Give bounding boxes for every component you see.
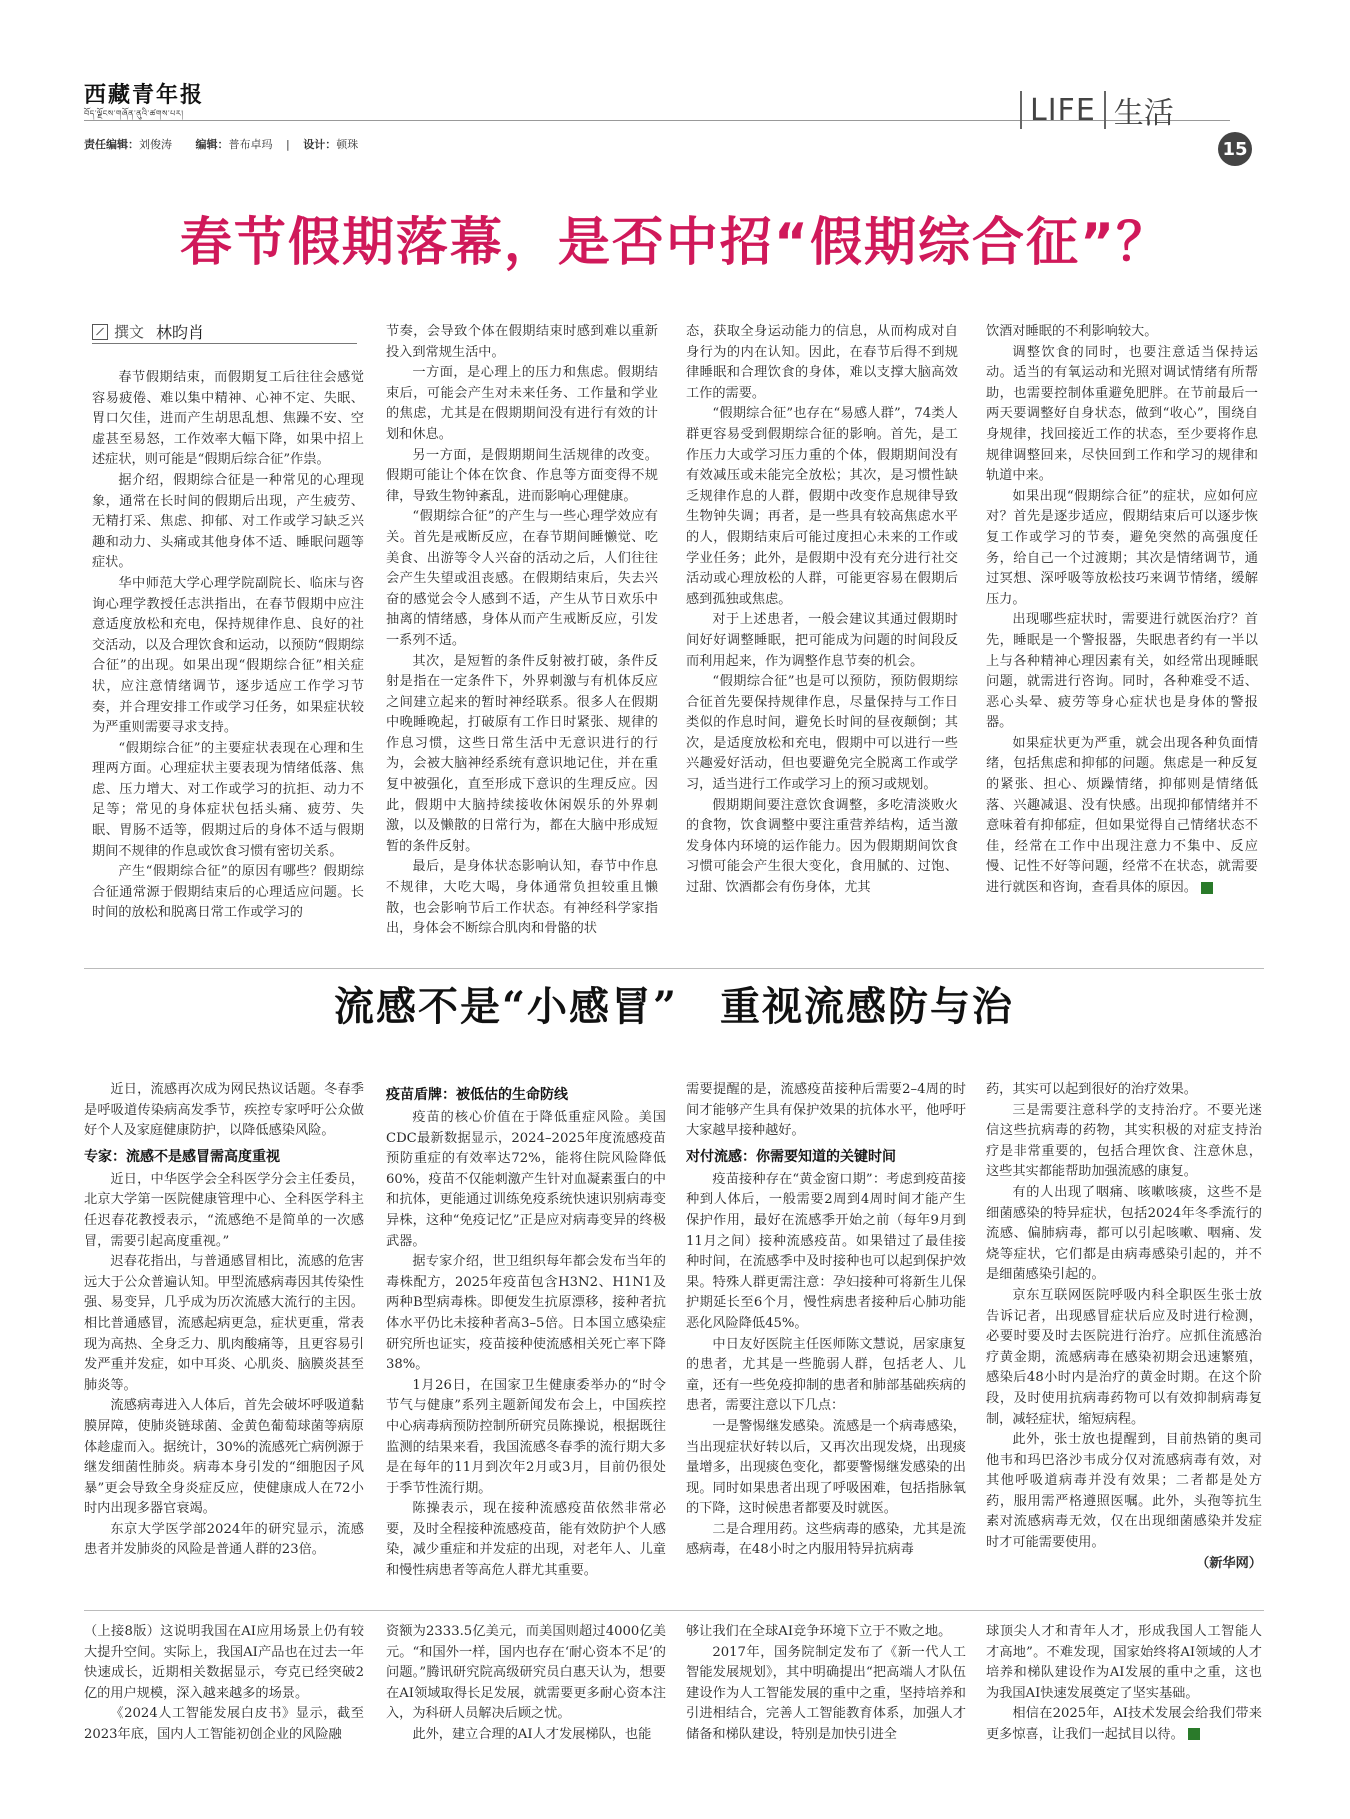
byline-rule xyxy=(92,343,357,344)
section-divider xyxy=(84,968,1264,969)
byline-label: 撰文 xyxy=(114,323,145,341)
paragraph: 需要提醒的是，流感疫苗接种后需要2–4周的时间才能够产生具有保护效果的抗体水平，他呼吁大家越早接种越好。 xyxy=(686,1082,966,1139)
paragraph: 疫苗接种存在“黄金窗口期”：考虑到疫苗接种到人体后，一般需要2周到4周时间才能产生保护作用，最好在流感季开始之前（每年9月到11月之间）接种流感疫苗。如果错过了最佳接种时间，在流感季中及时接种也可以起到保护效果。特殊人群更需注意：孕妇接种可将新生儿保护期延长至6个月，慢性病患者接种后心肺功能恶化风险降低45%。 xyxy=(686,1171,966,1331)
paragraph: 最后，是身体状态影响认知，春节中作息不规律，大吃大喝，身体通常负担较重且懒散，也会影响节后工作状态。有神经科学家指出，身体会不断综合肌肉和骨骼的状 xyxy=(386,859,658,937)
paragraph: 球顶尖人才和青年人才，形成我国人工智能人才高地”。不难发现，国家始终将AI领域的人才培养和梯队建设作为AI发展的重中之重，这也为我国AI快速发展奠定了坚实基础。 xyxy=(986,1624,1262,1701)
article2-title: 流感不是“小感冒” 重视流感防与治 xyxy=(333,983,1014,1030)
paragraph: 三是需要注意科学的支持治疗。不要光迷信这些抗病毒的药物，其实积极的对症支持治疗是非常重要的，包括合理饮食、注意休息，这些其实都能帮助加强流感的康复。 xyxy=(986,1102,1262,1180)
paragraph: 假期期间要注意饮食调整，多吃清淡败火的食物，饮食调整中要注重营养结构，适当激发身体内环境的运作能力。因为假期期间饮食习惯可能会产生很大变化，食用腻的、过饱、过甜、饮酒都会有伤身体，尤其 xyxy=(686,797,958,896)
article1-column-2 xyxy=(386,322,658,958)
section-bar-left xyxy=(1020,91,1022,129)
article2-column-3 xyxy=(686,1080,966,1600)
paragraph: 陈操表示，现在接种流感疫苗依然非常必要，及时全程接种流感疫苗，能有效防护个人感染，减少重症和并发症的出现，对老年人、儿童和慢性病患者等高危人群尤其重要。 xyxy=(386,1501,666,1579)
paragraph: 另一方面，是假期期间生活规律的改变。假期可能让个体在饮食、作息等方面变得不规律，导致生物钟紊乱，进而影响心理健康。 xyxy=(386,447,658,504)
paragraph: 一方面，是心理上的压力和焦虑。假期结束后，可能会产生对未来任务、工作量和学业的焦虑，尤其是在假期期间没有进行有效的计划和休息。 xyxy=(386,365,658,442)
paragraph: “假期综合征”的主要症状表现在心理和生理两方面。心理症状主要表现为情绪低落、焦虑、压力增大、对工作或学习的抗拒、动力不足等；常见的身体症状包括头痛、疲劳、失眠、胃肠不适等，假期过后的身体不适与假期期间不规律的作息或饮食习惯有密切关系。 xyxy=(92,740,364,859)
paragraph: 据专家介绍，世卫组织每年都会发布当年的毒株配方，2025年疫苗包含H3N2、H1N1及两种B型病毒株。即便发生抗原漂移，接种者抗体水平仍比未接种者高3–5倍。日本国立感染症研究所也证实，疫苗接种使流感相关死亡率下降38%。 xyxy=(386,1254,666,1373)
paragraph: 二是合理用药。这些病毒的感染，尤其是流感病毒，在48小时之内服用特异抗病毒 xyxy=(686,1521,966,1558)
section-divider-2 xyxy=(84,1610,1264,1611)
paragraph: 一是警惕继发感染。流感是一个病毒感染，当出现症状好转以后，又再次出现发烧，出现痰量增多，出现痰色变化，都要警惕继发感染的出现。同时如果患者出现了呼吸困难，包括指脉氧的下降，这时候患者都要及时就医。 xyxy=(686,1418,966,1517)
article3-column-2 xyxy=(386,1622,666,1802)
article3-column-3 xyxy=(686,1622,966,1802)
paragraph: 春节假期结束，而假期复工后往往会感觉容易疲倦、难以集中精神、心神不定、失眠、胃口欠佳，进而产生胡思乱想、焦躁不安、空虚甚至易怒，工作效率大幅下降，如果中招上述症状，则可能是“假期后综合征”作祟。 xyxy=(92,370,364,468)
paragraph: 《2024人工智能发展白皮书》显示，截至2023年底，国内人工智能初创企业的风险融 xyxy=(84,1706,364,1742)
page-number: 15 xyxy=(1218,132,1252,166)
article2-column-4 xyxy=(986,1080,1262,1600)
article1-byline xyxy=(92,320,204,343)
paragraph: 相信在2025年，AI技术发展会给我们带来更多惊喜，让我们一起拭目以待。 xyxy=(986,1706,1262,1742)
paragraph: 够让我们在全球AI竞争环境下立于不败之地。 xyxy=(686,1624,952,1639)
paragraph: 流感病毒进入人体后，首先会破坏呼吸道黏膜屏障，使肺炎链球菌、金黄色葡萄球菌等病原体趁虚而入。据统计，30%的流感死亡病例源于继发细菌性肺炎。病毒本身引发的“细胞因子风暴”更会导致全身炎症反应，使健康成人在72小时内出现多器官衰竭。 xyxy=(84,1398,364,1517)
credits-separator: | xyxy=(286,138,290,151)
source-credit: （新华网） xyxy=(1196,1555,1262,1571)
paragraph: 此外，建立合理的AI人才发展梯队，也能 xyxy=(412,1726,652,1742)
editor-name: 刘俊涛 xyxy=(139,138,172,151)
section-header xyxy=(1012,90,1174,130)
paragraph: 疫苗的核心价值在于降低重症风险。美国CDC最新数据显示，2024–2025年度流感疫苗预防重症的有效率达72%，能将住院风险降低60%，疫苗不仅能刺激产生针对血凝素蛋白的中和抗体，更能通过训练免疫系统快速识别病毒变异株，这种“免疫记忆”正是应对病毒变异的终极武器。 xyxy=(386,1110,666,1249)
design-name: 顿珠 xyxy=(336,138,359,151)
paragraph: 有的人出现了咽痛、咳嗽咳痰，这些不是细菌感染的特异症状，包括2024年冬季流行的流感、偏肺病毒，都可以引起咳嗽、咽痛、发烧等症状，它们都是由病毒感染引起的，并不是细菌感染引起的。 xyxy=(986,1184,1262,1283)
subheading: 疫苗盾牌：被低估的生命防线 xyxy=(386,1087,568,1103)
section-cn: 生活 xyxy=(1113,96,1174,131)
end-mark-icon xyxy=(1201,882,1213,894)
paragraph: 1月26日，在国家卫生健康委举办的“时令节气与健康”系列主题新闻发布会上，中国疾控中心病毒病预防控制所研究员陈操说，根据既往监测的结果来看，我国流感冬春季的流行期大多是在每年的11月到次年2月或3月，目前仍很处于季节性流行期。 xyxy=(386,1377,666,1496)
end-mark-icon xyxy=(1188,1728,1200,1740)
paragraph: 此外，张士放也提醒到，目前热销的奥司他韦和玛巴洛沙韦成分仅对流感病毒有效，对其他呼吸道病毒并没有效果；二者都是处方药，服用需严格遵照医嘱。此外，头孢等抗生素对流感病毒无效，仅在出现细菌感染并发症时才可能需要使用。 xyxy=(986,1432,1262,1551)
paragraph: 2017年，国务院制定发布了《新一代人工智能发展规划》，其中明确提出“把高端人才队伍建设作为人工智能发展的重中之重，坚持培养和引进相结合，完善人工智能教育体系，加强人才储备和梯队建设，特别是加快引进全 xyxy=(686,1644,966,1742)
paragraph: 药，其实可以起到很好的治疗效果。 xyxy=(986,1082,1197,1097)
section-bar-mid xyxy=(1104,91,1106,129)
credits-line xyxy=(84,136,358,152)
paragraph: 东京大学医学部2024年的研究显示，流感患者并发肺炎的风险是普通人群的23倍。 xyxy=(84,1521,364,1558)
article3-column-4 xyxy=(986,1622,1262,1802)
masthead-name: 西藏青年报 xyxy=(84,82,205,108)
paragraph: 华中师范大学心理学院副院长、临床与咨询心理学教授任志洪指出，在春节假期中应注意适度放松和充电，保持规律作息、良好的社交活动，以及合理饮食和运动，以预防“假期综合征”的出现。如果出现“假期综合征”相关症状，应注意情绪调节，逐步适应工作学习节奏，并合理安排工作或学习任务，如果症状较为严重则需要寻求支持。 xyxy=(92,575,364,736)
paragraph: 如果症状更为严重，就会出现各种负面情绪，包括焦虑和抑郁的问题。焦虑是一种反复的紧张、担心、烦躁情绪，抑郁则是情绪低落、兴趣减退、没有快感。出现抑郁情绪并不意味着有抑郁症，但如果觉得自己情绪状态不佳，经常在工作中出现注意力不集中、反应慢、记性不好等问题，经常不在状态，就需要进行就医和咨询，查看具体的原因。 xyxy=(986,735,1258,896)
article1-column-3 xyxy=(686,322,958,958)
pen-icon xyxy=(92,324,108,340)
editor2-label: 编辑： xyxy=(195,138,229,151)
article2-column-1 xyxy=(84,1080,364,1600)
subheading: 对付流感：你需要知道的关键时间 xyxy=(686,1148,896,1165)
article2-column-2 xyxy=(386,1080,666,1600)
paragraph: 态，获取全身运动能力的信息，从而构成对自身行为的内在认知。因此，在春节后得不到规律睡眠和合理饮食的身体，难以支撑大脑高效工作的需要。 xyxy=(686,324,958,401)
paragraph: 据介绍，假期综合征是一种常见的心理现象，通常在长时间的假期后出现，产生疲劳、无精打采、焦虑、抑郁、对工作或学习缺乏兴趣和动力、头痛或其他身体不适、睡眠问题等症状。 xyxy=(92,472,364,571)
design-label: 设计： xyxy=(303,138,337,151)
paragraph: 其次，是短暂的条件反射被打破，条件反射是指在一定条件下，外界刺激与有机体反应之间建立起来的暂时神经联系。很多人在假期中晚睡晚起，打破原有工作日时紧张、规律的作息习惯，这些日常生活中无意识进行的行为，会被大脑神经系统有意识地记住，并在重复中被强化，直至形成下意识的生理反应。因此，假期中大脑持续接收休闲娱乐的外界刺激，以及懒散的日常行为，都在大脑中形成短暂的条件反射。 xyxy=(386,653,658,854)
paragraph: 饮酒对睡眠的不利影响较大。 xyxy=(986,324,1158,339)
paragraph: 节奏，会导致个体在假期结束时感到难以重新投入到常规生活中。 xyxy=(386,324,658,360)
paragraph: “假期综合征”也存在“易感人群”，74类人群更容易受到假期综合征的影响。首先，是工作压力大或学习压力重的个体，假期期间没有有效减压或未能完全放松；其次，是习惯性缺乏规律作息的人群，假期中改变作息规律导致生物钟失调；再者，是一些具有较高焦虑水平的人，假期结束后可能过度担心未来的工作或学业任务；此外，是假期中没有充分进行社交活动或心理放松的人群，可能更容易在假期后感到孤独或焦虑。 xyxy=(686,406,958,607)
article3-column-1 xyxy=(84,1622,364,1802)
paragraph: （上接8版）这说明我国在AI应用场景上仍有较大提升空间。实际上，我国AI产品也在过去一年快速成长，近期相关数据显示，夸克已经突破2亿的用户规模，深入越来越多的场景。 xyxy=(84,1624,364,1701)
masthead-subtitle: བོད་ལྗོངས་གཞོན་ནུའི་ཚགས་པར། xyxy=(84,109,184,118)
section-en: LIFE xyxy=(1030,92,1096,128)
paragraph: 中日友好医院主任医师陈文慧说，居家康复的患者，尤其是一些脆弱人群，包括老人、儿童，还有一些免疫抑制的患者和肺部基础疾病的患者，需要注意以下几点： xyxy=(686,1336,966,1414)
editor-label: 责任编辑： xyxy=(84,138,139,151)
paragraph: 迟春花指出，与普通感冒相比，流感的危害远大于公众普遍认知。甲型流感病毒因其传染性强、易变异，几乎成为历次流感大流行的主因。相比普通感冒，流感起病更急，症状更重，常表现为高热、全身乏力、肌肉酸痛等，且更容易引发严重并发症，如中耳炎、心肌炎、脑膜炎甚至肺炎等。 xyxy=(84,1254,364,1393)
paragraph: 对于上述患者，一般会建议其通过假期时间好好调整睡眠，把可能成为问题的时间段反而利用起来，作为调整作息节奏的机会。 xyxy=(686,612,958,669)
editor2-name: 普布卓玛 xyxy=(228,138,273,151)
paragraph: “假期综合征”的产生与一些心理学效应有关。首先是戒断反应，在春节期间睡懒觉、吃美食、出游等令人兴奋的活动之后，人们往往会产生失望或沮丧感。在假期结束后，失去兴奋的感觉会令人感到不适，产生从节日欢乐中抽离的情绪感，身体从而产生戒断反应，引发一系列不适。 xyxy=(386,509,658,648)
subheading: 专家：流感不是感冒需高度重视 xyxy=(84,1148,280,1165)
article1-column-4 xyxy=(986,322,1258,958)
paragraph: “假期综合征”也是可以预防，预防假期综合征首先要保持规律作息，尽量保持与工作日类似的作息时间，避免长时间的昼夜颠倒；其次，是适度放松和充电，假期中可以进行一些兴趣爱好活动，但也要避免完全脱离工作或学习，适当进行工作或学习上的预习或规划。 xyxy=(686,674,958,793)
byline-author: 林昀肖 xyxy=(156,323,205,342)
article1-column-1 xyxy=(92,368,364,958)
paragraph: 京东互联网医院呼吸内科全职医生张士放告诉记者，出现感冒症状后应及时进行检测，必要时要及时去医院进行治疗。应抓住流感治疗黄金期，流感病毒在感染初期会迅速繁殖，感染后48小时内是治疗的黄金时期。在这个阶段，及时使用抗病毒药物可以有效抑制病毒复制，减轻症状，缩短病程。 xyxy=(986,1287,1262,1427)
paragraph: 近日，中华医学会全科医学分会主任委员，北京大学第一医院健康管理中心、全科医学科主任迟春花教授表示，“流感绝不是简单的一次感冒，需要引起高度重视。” xyxy=(84,1171,364,1249)
article1-title: 春节假期落幕，是否中招“假期综合征”？ xyxy=(179,213,1171,273)
paragraph: 如果出现“假期综合征”的症状，应如何应对？首先是逐步适应，假期结束后可以逐步恢复工作或学习的节奏，避免突然的高强度任务，给自己一个过渡期；其次是情绪调节，通过冥想、深呼吸等放松技巧来调节情绪，缓解压力。 xyxy=(986,488,1258,607)
paragraph: 产生“假期综合征”的原因有哪些？假期综合征通常源于假期结束后的心理适应问题。长时间的放松和脱离日常工作或学习的 xyxy=(92,864,364,921)
paragraph: 调整饮食的同时，也要注意适当保持运动。适当的有氧运动和光照对调试情绪有所帮助，也需要控制体重避免肥胖。在节前最后一两天要调整好自身状态，做到“收心”，围绕自身规律，找回接近工作的状态，至少要将作息规律调整回来，尽快回到工作和学习的规律和轨道中来。 xyxy=(986,344,1258,484)
paragraph: 出现哪些症状时，需要进行就医治疗？首先，睡眠是一个警报器，失眠患者约有一半以上与各种精神心理因素有关，如经常出现睡眠问题，就需进行咨询。同时，各种难受不适、恶心头晕、疲劳等身心症状也是身体的警报器。 xyxy=(986,612,1258,731)
paragraph: 资额为2333.5亿美元，而美国则超过4000亿美元。“和国外一样，国内也存在‘耐心资本不足’的问题。”腾讯研究院高级研究员白惠天认为，想要在AI领域取得长足发展，就需要更多耐心资本注入，为科研人员解决后顾之忧。 xyxy=(386,1624,666,1722)
paragraph: 近日，流感再次成为网民热议话题。冬春季是呼吸道传染病高发季节，疾控专家呼吁公众做好个人及家庭健康防护，以降低感染风险。 xyxy=(84,1082,364,1139)
